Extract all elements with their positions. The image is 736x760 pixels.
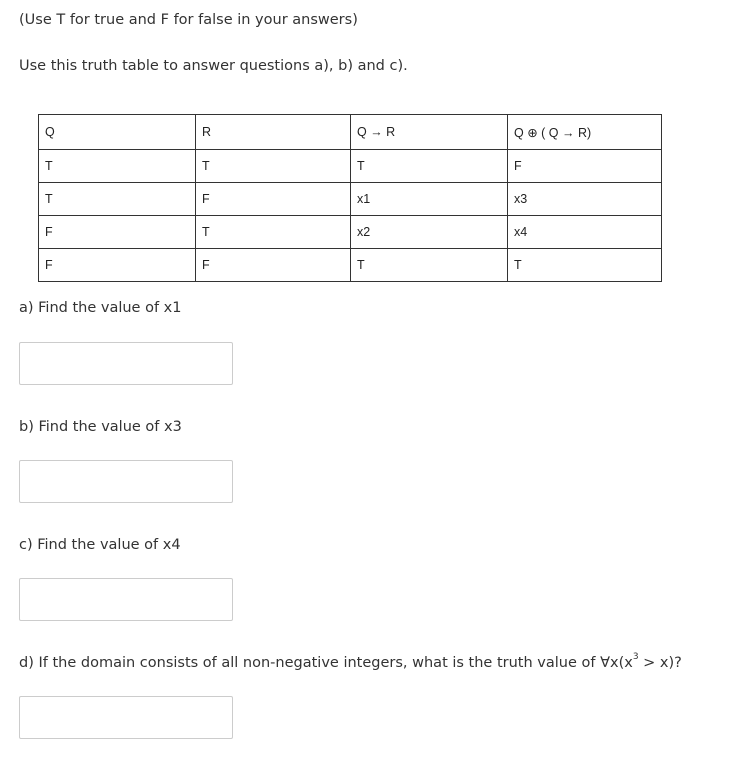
answer-d-input[interactable]: [19, 696, 233, 739]
table-row: [39, 249, 662, 282]
header-r: R: [196, 115, 351, 150]
question-d-text-post: > x)?: [638, 655, 682, 671]
table-cell: F: [196, 249, 351, 282]
header-q-implies-r: Q → R: [351, 115, 508, 150]
table-cell: F: [196, 183, 351, 216]
question-c-label: c) Find the value of x4: [19, 537, 181, 553]
table-cell: F: [508, 150, 662, 183]
answer-c-input[interactable]: [19, 578, 233, 621]
table-row: [39, 183, 662, 216]
answer-a-input[interactable]: [19, 342, 233, 385]
header-q-xor-implication: Q ⊕ ( Q → R): [508, 115, 662, 150]
table-cell: T: [196, 150, 351, 183]
table-cell: F: [39, 249, 196, 282]
table-cell: T: [196, 216, 351, 249]
question-d-label: [19, 652, 682, 671]
question-a-label: a) Find the value of x1: [19, 300, 182, 316]
table-cell: x1: [351, 183, 508, 216]
table-cell: x2: [351, 216, 508, 249]
question-b-label: b) Find the value of x3: [19, 419, 182, 435]
question-d-exponent: 3: [632, 652, 639, 662]
table-cell: T: [508, 249, 662, 282]
table-cell: x4: [508, 216, 662, 249]
table-row: [39, 216, 662, 249]
question-d-text-pre: d) If the domain consists of all non-negative integers, what is the truth value of ∀x(x: [19, 655, 633, 671]
instructions-text: (Use T for true and F for false in your answers): [19, 12, 358, 28]
header-q: Q: [39, 115, 196, 150]
table-row: [39, 150, 662, 183]
intro-text: Use this truth table to answer questions a), b) and c).: [19, 58, 408, 74]
table-cell: x3: [508, 183, 662, 216]
table-header-row: [39, 115, 662, 150]
table-cell: F: [39, 216, 196, 249]
table-cell: T: [39, 150, 196, 183]
table-cell: T: [351, 150, 508, 183]
table-cell: T: [351, 249, 508, 282]
answer-b-input[interactable]: [19, 460, 233, 503]
truth-table: [38, 114, 662, 282]
table-cell: T: [39, 183, 196, 216]
